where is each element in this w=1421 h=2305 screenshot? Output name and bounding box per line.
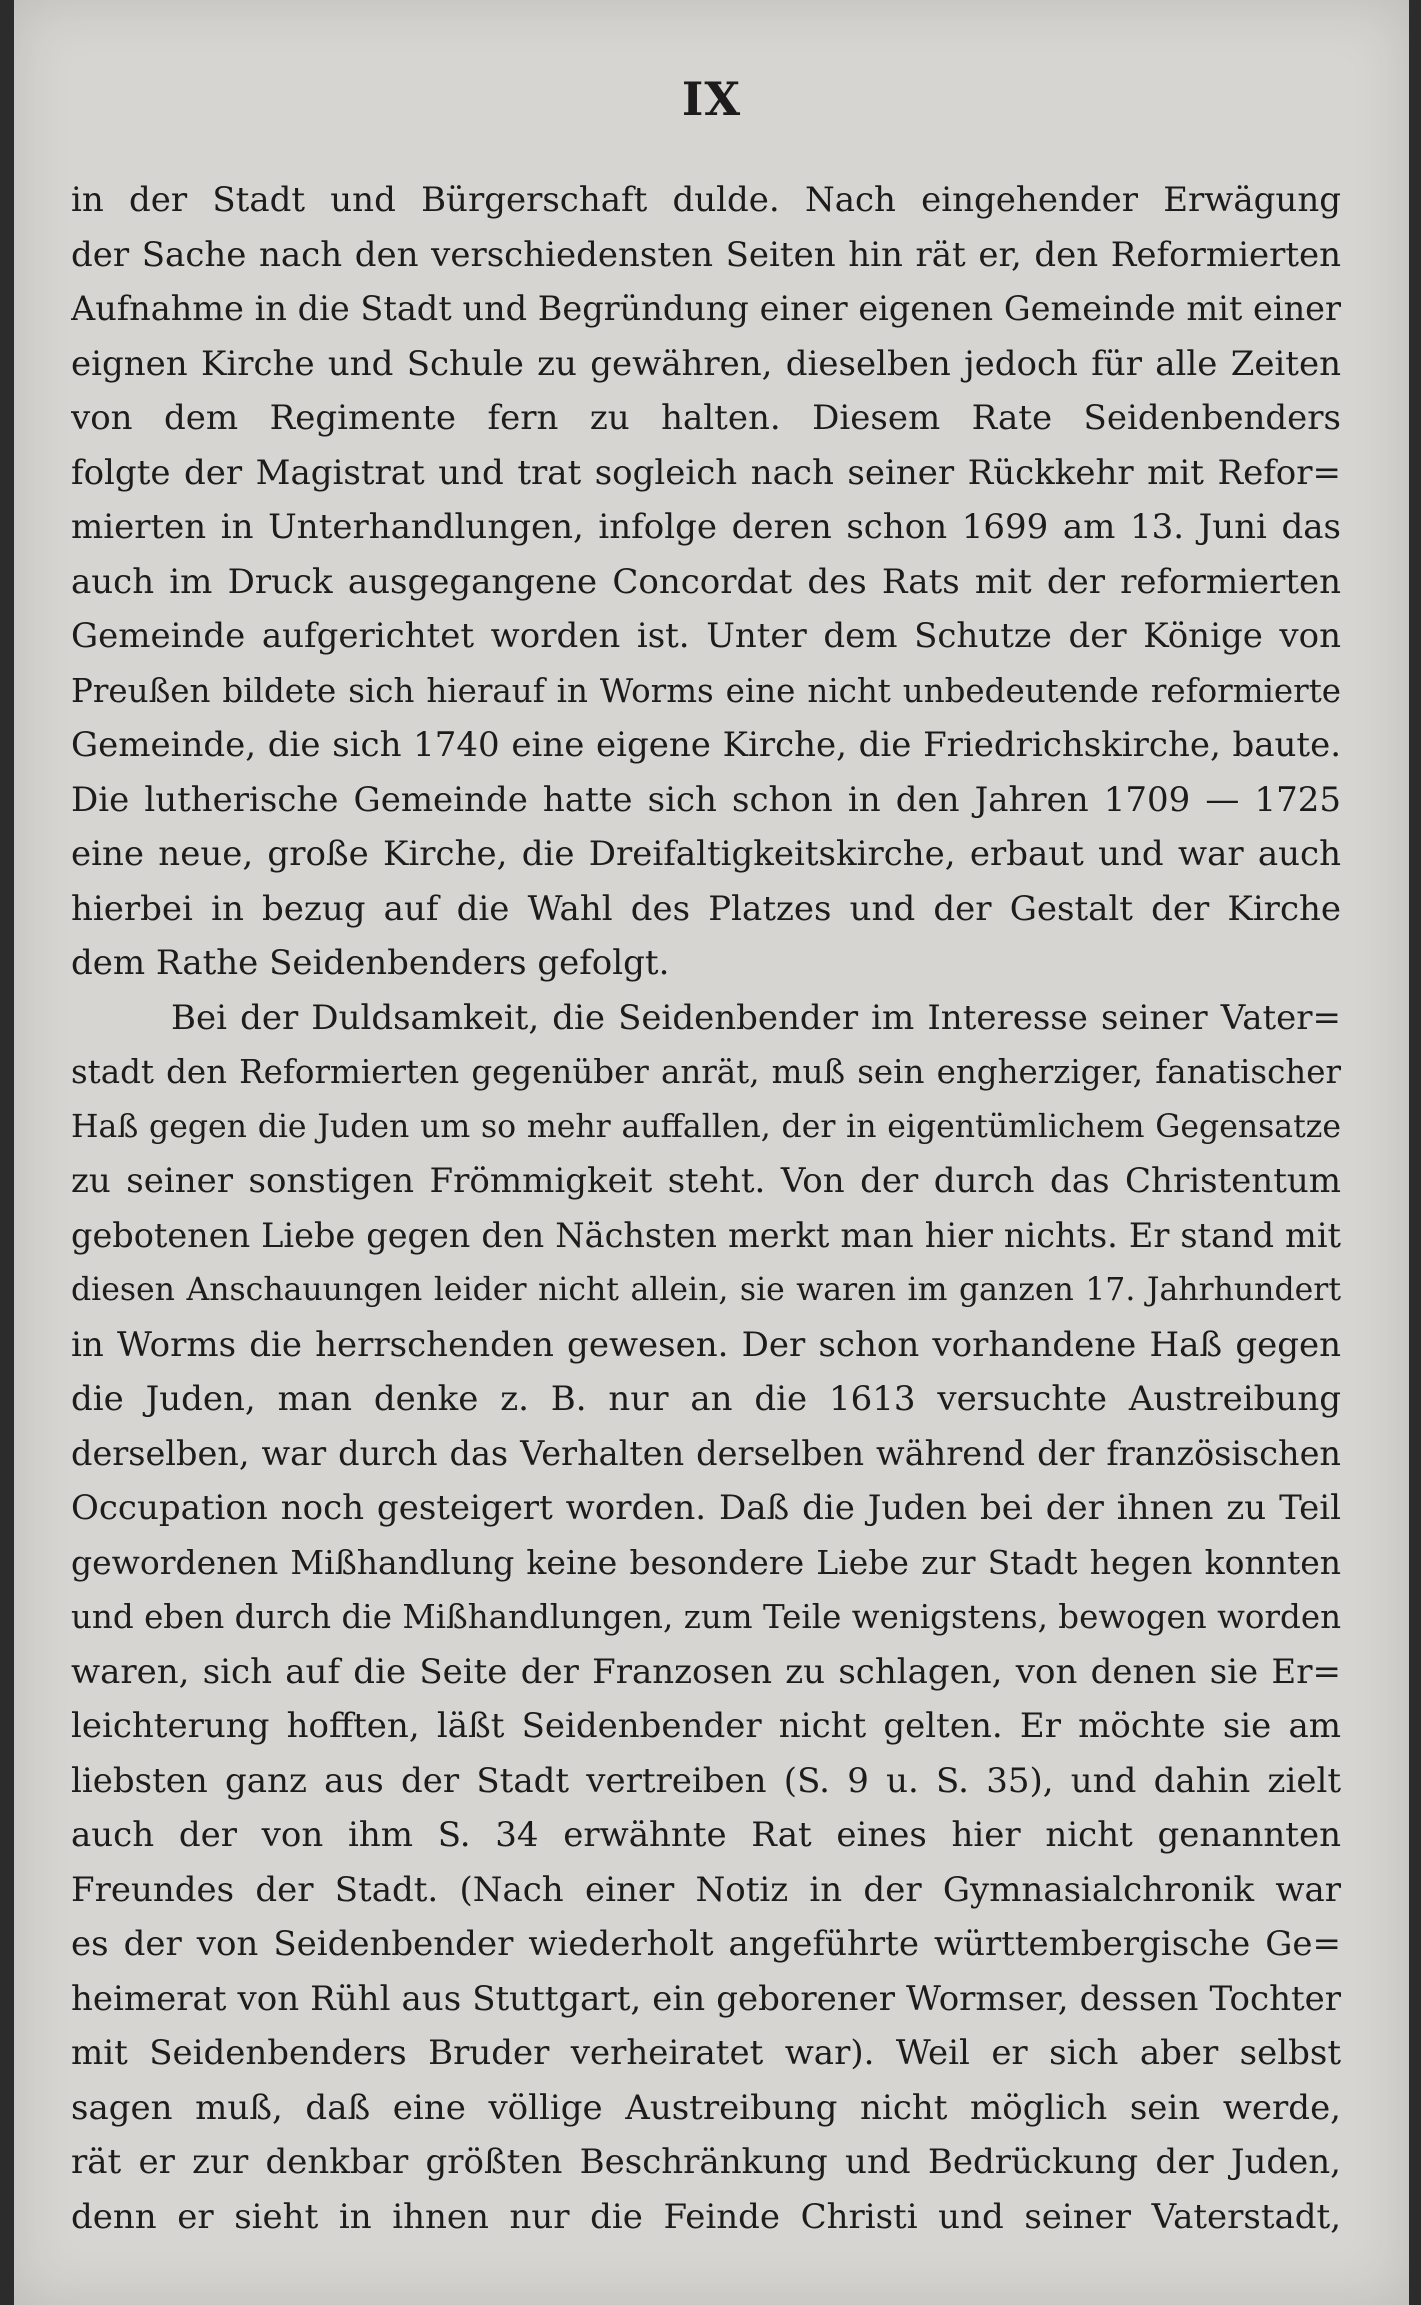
text-line: Gemeinde, die sich 1740 eine eigene Kirche, die Friedrichskirche, baute. — [71, 725, 1341, 765]
text-line: mierten in Unterhandlungen, infolge deren schon 1699 am 13. Juni das — [71, 507, 1341, 547]
text-line: von dem Regimente fern zu halten. Diesem Rate Seidenbenders — [71, 398, 1341, 438]
text-line: waren, sich auf die Seite der Franzosen zu schlagen, von denen sie Er= — [71, 1651, 1341, 1692]
text-line: rät er zur denkbar größten Beschränkung und Bedrückung der Juden, — [71, 2142, 1341, 2182]
text-line: Aufnahme in die Stadt und Begründung einer eigenen Gemeinde mit einer — [71, 289, 1341, 328]
text-line: Haß gegen die Juden um so mehr auffallen, der in eigentümlichem Gegensatze — [71, 1108, 1341, 1145]
text-line: hierbei in bezug auf die Wahl des Platzes und der Gestalt der Kirche — [71, 888, 1341, 929]
text-line: leichterung hofften, läßt Seidenbender nicht gelten. Er möchte sie am — [71, 1706, 1341, 1746]
text-line: stadt den Reformierten gegenüber anrät, muß sein engherziger, fanatischer — [71, 1053, 1341, 1091]
book-page — [14, 0, 1409, 2305]
text-line: Preußen bildete sich hierauf in Worms eine nicht unbedeutende reformierte — [71, 671, 1341, 710]
text-line: gewordenen Mißhandlung keine besondere Liebe zur Stadt hegen konnten — [71, 1542, 1341, 1582]
text-line: denn er sieht in ihnen nur die Feinde Christi und seiner Vaterstadt, — [71, 2196, 1341, 2237]
text-line: folgte der Magistrat und trat sogleich nach seiner Rückkehr mit Refor= — [71, 452, 1341, 493]
text-line: heimerat von Rühl aus Stuttgart, ein geborener Wormser, dessen Tochter — [71, 1978, 1341, 2019]
text-line: zu seiner sonstigen Frömmigkeit steht. Von der durch das Christentum — [71, 1161, 1341, 1201]
text-line: eignen Kirche und Schule zu gewähren, dieselben jedoch für alle Zeiten — [71, 343, 1341, 384]
text-line: diesen Anschauungen leider nicht allein, sie waren im ganzen 17. Jahrhundert — [71, 1272, 1341, 1308]
body-text — [71, 173, 1341, 2244]
text-line: gebotenen Liebe gegen den Nächsten merkt man hier nichts. Er stand mit — [71, 1215, 1341, 1255]
text-line: derselben, war durch das Verhalten derselben während der französischen — [71, 1433, 1341, 1473]
text-line: sagen muß, daß eine völlige Austreibung nicht möglich sein werde, — [71, 2087, 1341, 2128]
text-line: auch der von ihm S. 34 erwähnte Rat eines hier nicht genannten — [71, 1815, 1341, 1855]
text-line: Bei der Duldsamkeit, die Seidenbender im Interesse seiner Vater= — [171, 997, 1341, 1038]
text-line: in Worms die herrschenden gewesen. Der schon vorhandene Haß gegen — [71, 1324, 1341, 1365]
text-line: und eben durch die Mißhandlungen, zum Teile wenigstens, bewogen worden — [71, 1598, 1341, 1636]
text-line: die Juden, man denke z. B. nur an die 1613 versuchte Austreibung — [71, 1379, 1341, 1419]
text-line: der Sache nach den verschiedensten Seiten hin rät er, den Reformierten — [71, 234, 1341, 275]
text-line: Occupation noch gesteigert worden. Daß die Juden bei der ihnen zu Teil — [71, 1488, 1341, 1528]
text-line: Gemeinde aufgerichtet worden ist. Unter dem Schutze der Könige von — [71, 616, 1341, 656]
text-line: Freundes der Stadt. (Nach einer Notiz in der Gymnasialchronik war — [71, 1869, 1341, 1910]
text-line: in der Stadt und Bürgerschaft dulde. Nach eingehender Erwägung — [71, 180, 1341, 220]
text-line: eine neue, große Kirche, die Dreifaltigkeitskirche, erbaut und war auch — [71, 834, 1341, 874]
text-line: liebsten ganz aus der Stadt vertreiben (S. 9 u. S. 35), und dahin zielt — [71, 1760, 1341, 1801]
text-line: Die lutherische Gemeinde hatte sich schon in den Jahren 1709 — 1725 — [71, 779, 1341, 820]
page-number: IX — [681, 72, 742, 126]
text-line: auch im Druck ausgegangene Concordat des Rats mit der reformierten — [71, 561, 1341, 602]
paragraph-2 — [71, 991, 1341, 2245]
paragraph-1 — [71, 173, 1341, 991]
text-line: mit Seidenbenders Bruder verheiratet war). Weil er sich aber selbst — [71, 2033, 1341, 2073]
text-line: es der von Seidenbender wiederholt angeführte württembergische Ge= — [71, 1924, 1341, 1964]
text-line: dem Rathe Seidenbenders gefolgt. — [71, 943, 670, 983]
